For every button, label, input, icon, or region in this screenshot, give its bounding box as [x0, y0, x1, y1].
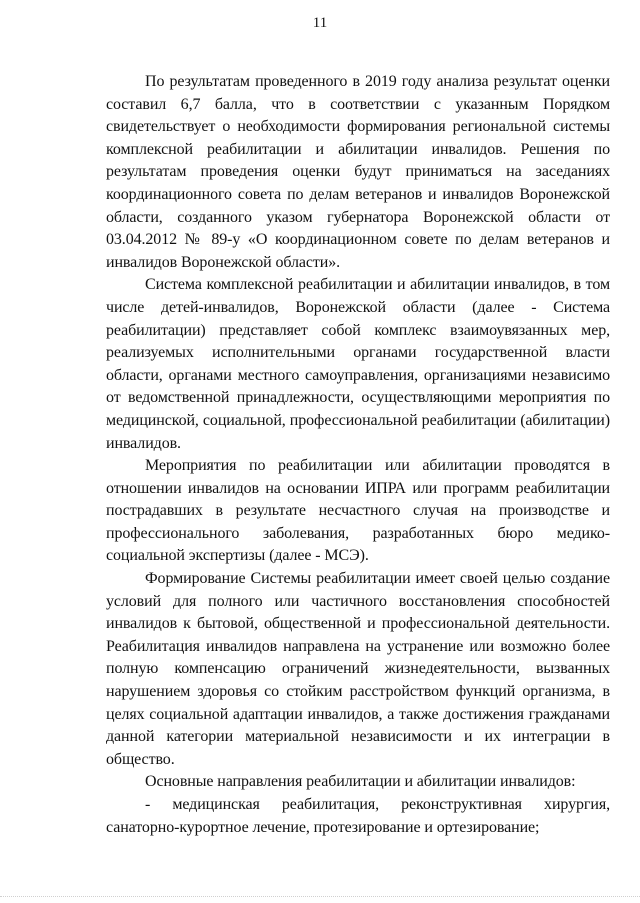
page-number: 11 — [312, 15, 328, 31]
paragraph-system-goal: Формирование Системы реабилитации имеет своей целью создание условий для полного или частичного восстановления способностей инвалидов к бытовой, общественной и профессиональной деятельности. Реабилитация инвалидов направлена на устранение или возможно более полную компенсацию ограничений жизнедеятельности, вызванных нарушением здоровья со стойким расстройством функций организма, в целях социальной адаптации инвалидов, а также достижения гражданами данной категории материальной независимости и их интеграции в общество. — [106, 570, 610, 768]
page-bottom-edge — [0, 896, 640, 897]
paragraph-assessment-results: По результатам проведенного в 2019 году анализа результат оценки составил 6,7 балла, что в соответствии с указанным Порядком свидетельствует о необходимости формирования региональной системы комплексной реабилитации и абилитации инвалидов. Решения по результатам проведения оценки будут приниматься на заседаниях координационного совета по делам ветеранов и инвалидов Воронежской области, созданного указом губернатора Воронежской области от 03.04.2012 № 89-у «О координационном совете по делам ветеранов и инвалидов Воронежской области». — [106, 73, 610, 271]
paragraph-rehabilitation-system: Система комплексной реабилитации и абилитации инвалидов, в том числе детей-инвалидов, Воронежской области (далее - Система реабилитации) представляет собой комплекс взаимоувязанных мер, реализуемых исполнительными органами государственной власти области, органами местного самоуправления, организациями независимо от ведомственной принадлежности, осуществляющими мероприятия по медицинской, социальной, профессиональной реабилитации (абилитации) инвалидов. — [106, 276, 610, 452]
paragraph-rehabilitation-measures: Мероприятия по реабилитации или абилитации проводятся в отношении инвалидов на основании ИПРА или программ реабилитации пострадавших в результате несчастного случая на производстве и профессионального заболевания, разработанных бюро медико-социальной экспертизы (далее - МСЭ). — [106, 457, 610, 565]
paragraph-medical-rehabilitation-item: - медицинская реабилитация, реконструктивная хирургия, санаторно-курортное лечение, протезирование и ортезирование; — [106, 796, 610, 836]
paragraph-main-directions: Основные направления реабилитации и абилитации инвалидов: — [145, 773, 576, 791]
document-body — [106, 71, 610, 839]
